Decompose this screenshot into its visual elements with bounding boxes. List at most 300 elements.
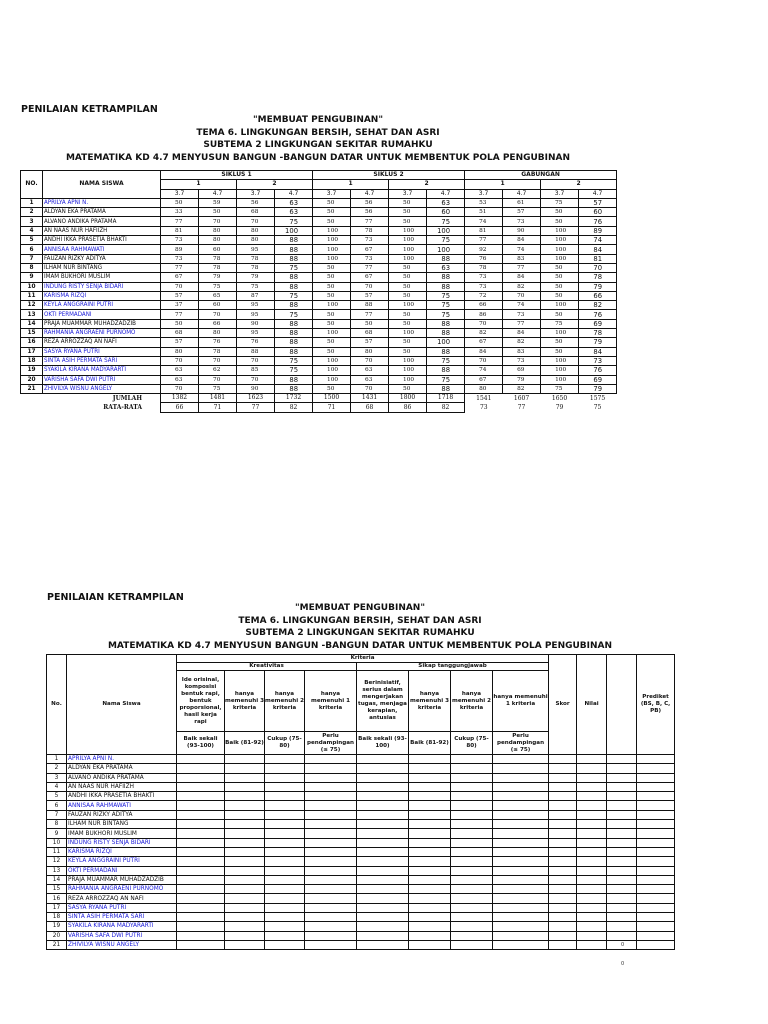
section2-title-line: SUBTEMA 2 LINGKUNGAN SEKITAR RUMAHKU [245, 628, 475, 638]
kd-header: 4.7 [351, 189, 389, 198]
empty-score-cell [493, 866, 549, 875]
row-number: 7 [47, 810, 67, 819]
score-cell: 80 [465, 384, 503, 393]
score-cell: 57 [351, 338, 389, 347]
empty-score-cell [637, 866, 675, 875]
band-label: Cukup (75-80) [451, 732, 493, 755]
col-no-header: NO. [21, 171, 43, 199]
score-cell: 63 [427, 263, 465, 272]
empty-score-cell [607, 810, 637, 819]
empty-score-cell [577, 792, 607, 801]
table-row [21, 291, 617, 300]
empty-score-cell [607, 847, 637, 856]
score-cell: 53 [465, 198, 503, 207]
score-cell: 50 [541, 217, 579, 226]
student-name: ANDHI IKKA PRASETIA BHAKTI [43, 236, 161, 245]
empty-score-cell [549, 847, 577, 856]
empty-score-cell [577, 913, 607, 922]
score-cell: 77 [161, 263, 199, 272]
empty-score-cell [409, 866, 451, 875]
table-row [21, 198, 617, 207]
empty-score-cell [225, 801, 265, 810]
score-cell: 50 [389, 263, 427, 272]
empty-score-cell [225, 885, 265, 894]
empty-score-cell [637, 931, 675, 940]
score-cell: 78 [199, 263, 237, 272]
empty-score-cell [549, 838, 577, 847]
empty-score-cell [493, 829, 549, 838]
kd-header: 4.7 [427, 189, 465, 198]
empty-score-cell [177, 810, 225, 819]
score-cell: 37 [161, 301, 199, 310]
score-cell: 73 [579, 356, 617, 365]
score-cell: 100 [275, 226, 313, 235]
empty-score-cell [493, 913, 549, 922]
score-cell: 78 [579, 329, 617, 338]
row-number: 16 [21, 338, 43, 347]
gabungan-header: GABUNGAN [465, 171, 617, 180]
score-cell: 77 [503, 319, 541, 328]
empty-score-cell [637, 903, 675, 912]
table-row [47, 773, 675, 782]
empty-score-cell [265, 940, 305, 949]
row-number: 18 [21, 356, 43, 365]
empty-score-cell [577, 894, 607, 903]
score-cell: 75 [541, 319, 579, 328]
student-name: AN NAAS NUR HAFIIZH [67, 782, 177, 791]
score-cell: 83 [503, 254, 541, 263]
empty-score-cell [577, 755, 607, 764]
empty-score-cell [577, 820, 607, 829]
score-cell: 75 [427, 301, 465, 310]
score-cell: 90 [503, 226, 541, 235]
kd-header: 4.7 [275, 189, 313, 198]
average-cell: 77 [237, 403, 275, 412]
score-cell: 88 [275, 347, 313, 356]
empty-score-cell [357, 764, 409, 773]
score-cell: 84 [503, 273, 541, 282]
section1-title-line: MATEMATIKA KD 4.7 MENYUSUN BANGUN -BANGUN DATAR UNTUK MEMBENTUK POLA PENGUBINAN [65, 152, 571, 163]
student-name: FAUZAN RIZKY ADITYA [67, 810, 177, 819]
score-cell: 76 [579, 310, 617, 319]
row-number: 8 [21, 263, 43, 272]
score-cell: 50 [541, 208, 579, 217]
score-cell: 73 [503, 217, 541, 226]
total-cell: 1623 [237, 394, 275, 403]
kriteria-header: Kriteria [177, 655, 549, 663]
score-cell: 79 [579, 384, 617, 393]
row-number: 12 [47, 857, 67, 866]
score-cell: 84 [579, 245, 617, 254]
score-cell: 50 [541, 273, 579, 282]
score-cell: 100 [313, 236, 351, 245]
empty-score-cell [451, 885, 493, 894]
empty-score-cell [493, 894, 549, 903]
empty-score-cell [357, 885, 409, 894]
section1-label: PENILAIAN KETRAMPILAN [21, 104, 158, 115]
empty-score-cell [177, 764, 225, 773]
score-cell: 84 [465, 347, 503, 356]
table-row [47, 885, 675, 894]
student-name: INDUNG RISTY SENJA BIDARI [67, 838, 177, 847]
score-cell: 63 [275, 208, 313, 217]
score-cell: 73 [351, 254, 389, 263]
empty-score-cell [357, 838, 409, 847]
criteria-desc: hanya memenuhi 1 kriteria [493, 671, 549, 732]
band-label: Perlu pendampingan (≤ 75) [305, 732, 357, 755]
row-number: 3 [21, 217, 43, 226]
score-cell: 56 [351, 208, 389, 217]
total-label: JUMLAH [112, 394, 142, 402]
student-name: KARISMA RIZQI [67, 847, 177, 856]
empty-score-cell [549, 922, 577, 931]
empty-score-cell [177, 922, 225, 931]
score-cell: 75 [427, 217, 465, 226]
assessment-table [46, 654, 675, 950]
total-cell: 1607 [513, 394, 530, 402]
empty-score-cell [177, 755, 225, 764]
empty-score-cell [637, 885, 675, 894]
score-cell: 75 [275, 263, 313, 272]
empty-score-cell [577, 931, 607, 940]
criteria-desc: Ide orisinal, komposisi bentuk rapi, bentuk proporsional, hasil kerja rapi [177, 671, 225, 732]
empty-score-cell [177, 838, 225, 847]
score-cell: 70 [465, 356, 503, 365]
score-cell: 75 [427, 310, 465, 319]
student-name: ALVANO ANDIKA PRATAMA [43, 217, 161, 226]
score-cell: 88 [237, 347, 275, 356]
empty-score-cell [305, 773, 357, 782]
student-name: KEYLA ANGGRAINI PUTRI [67, 857, 177, 866]
student-name: FAUZAN RIZKY ADITYA [43, 254, 161, 263]
empty-score-cell [637, 792, 675, 801]
empty-score-cell [265, 838, 305, 847]
empty-score-cell [493, 940, 549, 949]
row-number: 10 [47, 838, 67, 847]
empty-score-cell [357, 801, 409, 810]
score-cell: 50 [389, 282, 427, 291]
empty-score-cell [577, 866, 607, 875]
score-cell: 88 [427, 273, 465, 282]
empty-score-cell [637, 773, 675, 782]
empty-score-cell [493, 810, 549, 819]
score-cell: 92 [465, 245, 503, 254]
empty-score-cell [265, 782, 305, 791]
recap-table [20, 170, 617, 413]
score-cell: 75 [427, 291, 465, 300]
score-cell: 50 [389, 273, 427, 282]
empty-score-cell [177, 913, 225, 922]
criteria-desc: hanya memenuhi 1 kriteria [305, 671, 357, 732]
score-cell: 100 [389, 366, 427, 375]
empty-score-cell [357, 913, 409, 922]
empty-score-cell [305, 866, 357, 875]
score-cell: 50 [313, 273, 351, 282]
criteria-desc: Berinisiatif, serius dalam mengerjakan tugas, menjaga kerapian, antusias [357, 671, 409, 732]
score-cell: 89 [161, 245, 199, 254]
empty-score-cell [451, 810, 493, 819]
score-cell: 100 [541, 226, 579, 235]
score-cell: 70 [351, 384, 389, 393]
total-cell: 1500 [313, 394, 351, 403]
empty-score-cell [225, 940, 265, 949]
empty-score-cell [577, 829, 607, 838]
empty-score-cell [637, 810, 675, 819]
empty-score-cell [305, 922, 357, 931]
empty-score-cell [607, 838, 637, 847]
score-cell: 50 [161, 198, 199, 207]
empty-score-cell [409, 913, 451, 922]
score-cell: 100 [313, 226, 351, 235]
score-cell: 85 [237, 366, 275, 375]
score-cell: 68 [161, 329, 199, 338]
score-cell: 88 [427, 329, 465, 338]
score-cell: 63 [161, 375, 199, 384]
section2-title-line: TEMA 6. LINGKUNGAN BERSIH, SEHAT DAN ASRI [238, 615, 482, 626]
score-cell: 100 [389, 226, 427, 235]
table-row [21, 273, 617, 282]
empty-score-cell [451, 875, 493, 884]
score-cell: 88 [427, 347, 465, 356]
empty-score-cell [493, 875, 549, 884]
empty-score-cell [451, 931, 493, 940]
empty-score-cell [637, 764, 675, 773]
score-cell: 57 [161, 291, 199, 300]
table-row [21, 338, 617, 347]
score-cell: 50 [313, 338, 351, 347]
score-cell: 80 [237, 226, 275, 235]
row-number: 12 [21, 301, 43, 310]
student-name: RAHMANIA ANGRAENI PURNOMO [67, 885, 177, 894]
row-number: 21 [47, 940, 67, 949]
score-cell: 88 [427, 384, 465, 393]
student-name: VARISHA SAFA DWI PUTRI [67, 931, 177, 940]
empty-score-cell [305, 913, 357, 922]
empty-score-cell [225, 857, 265, 866]
empty-score-cell [225, 913, 265, 922]
siklus1-header: SIKLUS 1 [161, 171, 313, 180]
kd-header: 3.7 [465, 189, 503, 198]
empty-score-cell [409, 755, 451, 764]
empty-score-cell [177, 940, 225, 949]
empty-score-cell [265, 829, 305, 838]
score-cell: 72 [465, 291, 503, 300]
table-row [47, 922, 675, 931]
table-row [47, 847, 675, 856]
student-name: SYAKILA KIRANA MADYARARTI [67, 922, 177, 931]
empty-score-cell [637, 847, 675, 856]
score-cell: 50 [313, 384, 351, 393]
row-number: 11 [47, 847, 67, 856]
score-cell: 88 [275, 282, 313, 291]
empty-score-cell [357, 755, 409, 764]
empty-score-cell [493, 755, 549, 764]
empty-score-cell [357, 792, 409, 801]
student-name: SASYA RYANA PUTRI [43, 347, 161, 356]
student-name: AN NAAS NUR HAFIIZH [43, 226, 161, 235]
score-cell: 63 [351, 375, 389, 384]
total-cell: 1541 [476, 394, 492, 402]
empty-score-cell [265, 903, 305, 912]
score-cell: 100 [313, 356, 351, 365]
average-cell: 66 [161, 403, 199, 412]
band-label: Baik sekali (93-100) [357, 732, 409, 755]
row-number: 4 [21, 226, 43, 235]
score-cell: 78 [351, 226, 389, 235]
student-name: ALVANO ANDIKA PRATAMA [67, 773, 177, 782]
empty-score-cell [265, 792, 305, 801]
section2-title-block [46, 602, 674, 652]
score-cell: 100 [313, 375, 351, 384]
total-cell: 1431 [351, 394, 389, 403]
score-cell: 70 [199, 217, 237, 226]
empty-score-cell [549, 857, 577, 866]
total-cell: 1481 [199, 394, 237, 403]
criteria-desc: hanya memenuhi 3 kriteria [225, 671, 265, 732]
score-cell: 50 [313, 319, 351, 328]
empty-score-cell [305, 801, 357, 810]
empty-score-cell [357, 940, 409, 949]
empty-score-cell [225, 792, 265, 801]
score-cell: 66 [579, 291, 617, 300]
empty-score-cell [637, 820, 675, 829]
score-cell: 75 [199, 384, 237, 393]
empty-score-cell [409, 931, 451, 940]
empty-score-cell [409, 922, 451, 931]
score-cell: 66 [199, 319, 237, 328]
empty-score-cell [451, 857, 493, 866]
student-name: KEYLA ANGGRAINI PUTRI [43, 301, 161, 310]
score-cell: 88 [427, 282, 465, 291]
empty-score-cell [607, 782, 637, 791]
table-row [47, 755, 675, 764]
empty-score-cell [357, 903, 409, 912]
empty-score-cell [493, 801, 549, 810]
empty-score-cell [451, 801, 493, 810]
score-cell: 74 [465, 217, 503, 226]
score-cell: 60 [199, 245, 237, 254]
sub-header: 1 [465, 180, 541, 189]
score-cell: 78 [237, 254, 275, 263]
score-cell: 88 [275, 245, 313, 254]
average-cell: 79 [555, 403, 564, 411]
score-cell: 50 [389, 319, 427, 328]
empty-score-cell [607, 773, 637, 782]
score-cell: 50 [313, 310, 351, 319]
empty-score-cell [607, 913, 637, 922]
row-number: 5 [47, 792, 67, 801]
empty-score-cell [305, 903, 357, 912]
empty-score-cell [265, 875, 305, 884]
empty-score-cell [493, 903, 549, 912]
empty-score-cell [493, 847, 549, 856]
empty-score-cell [493, 820, 549, 829]
row-number: 4 [47, 782, 67, 791]
row-number: 15 [21, 329, 43, 338]
student-name: VARISHA SAFA DWI PUTRI [43, 375, 161, 384]
score-cell: 77 [465, 236, 503, 245]
score-cell: 100 [427, 226, 465, 235]
band-label: Cukup (75-80) [265, 732, 305, 755]
empty-score-cell [607, 922, 637, 931]
row-number: 13 [21, 310, 43, 319]
empty-score-cell [357, 847, 409, 856]
score-cell: 63 [351, 366, 389, 375]
empty-score-cell [637, 922, 675, 931]
table-row [21, 310, 617, 319]
empty-score-cell [305, 829, 357, 838]
score-cell: 63 [161, 366, 199, 375]
kd-header: 3.7 [161, 189, 199, 198]
empty-score-cell [177, 847, 225, 856]
empty-score-cell [225, 894, 265, 903]
empty-score-cell [607, 801, 637, 810]
empty-score-cell [577, 847, 607, 856]
student-name: ZHIVILYA WISNU ANGELY [67, 940, 177, 949]
empty-score-cell [357, 829, 409, 838]
score-cell: 70 [351, 356, 389, 365]
score-cell: 82 [503, 384, 541, 393]
empty-score-cell [357, 866, 409, 875]
score-cell: 50 [541, 263, 579, 272]
score-cell: 69 [579, 375, 617, 384]
siklus2-header: SIKLUS 2 [313, 171, 465, 180]
empty-score-cell [357, 782, 409, 791]
table-row [21, 375, 617, 384]
score-cell: 100 [541, 245, 579, 254]
score-cell: 81 [465, 226, 503, 235]
table-row [21, 347, 617, 356]
empty-score-cell [549, 755, 577, 764]
table-row [47, 931, 675, 940]
empty-score-cell [493, 764, 549, 773]
section1-title-line: SUBTEMA 2 LINGKUNGAN SEKITAR RUMAHKU [203, 140, 433, 150]
table-row [21, 236, 617, 245]
empty-score-cell [451, 847, 493, 856]
kd-header: 4.7 [579, 189, 617, 198]
score-cell: 70 [237, 217, 275, 226]
average-row [21, 403, 617, 412]
empty-score-cell [549, 894, 577, 903]
row-number: 6 [21, 245, 43, 254]
score-cell: 50 [313, 347, 351, 356]
score-cell: 88 [275, 384, 313, 393]
empty-score-cell [577, 922, 607, 931]
stray-zero: 0 [621, 942, 625, 948]
section1-title-block [20, 114, 616, 164]
average-cell: 77 [517, 403, 526, 411]
empty-score-cell [607, 894, 637, 903]
empty-score-cell [637, 940, 675, 949]
section1-title-line: "MEMBUAT PENGUBINAN" [252, 115, 384, 125]
kd-header: 3.7 [389, 189, 427, 198]
band-label: Perlu pendampingan (≤ 75) [493, 732, 549, 755]
row-number: 16 [47, 894, 67, 903]
table-row [21, 301, 617, 310]
score-cell: 75 [427, 356, 465, 365]
empty-score-cell [177, 866, 225, 875]
empty-score-cell [305, 894, 357, 903]
empty-score-cell [409, 903, 451, 912]
score-cell: 70 [199, 356, 237, 365]
average-cell: 82 [427, 403, 465, 412]
student-name: ALDYAN EKA PRATAMA [43, 208, 161, 217]
empty-score-cell [357, 810, 409, 819]
kd-header: 3.7 [313, 189, 351, 198]
score-cell: 90 [237, 384, 275, 393]
score-cell: 63 [427, 198, 465, 207]
score-cell: 62 [199, 366, 237, 375]
